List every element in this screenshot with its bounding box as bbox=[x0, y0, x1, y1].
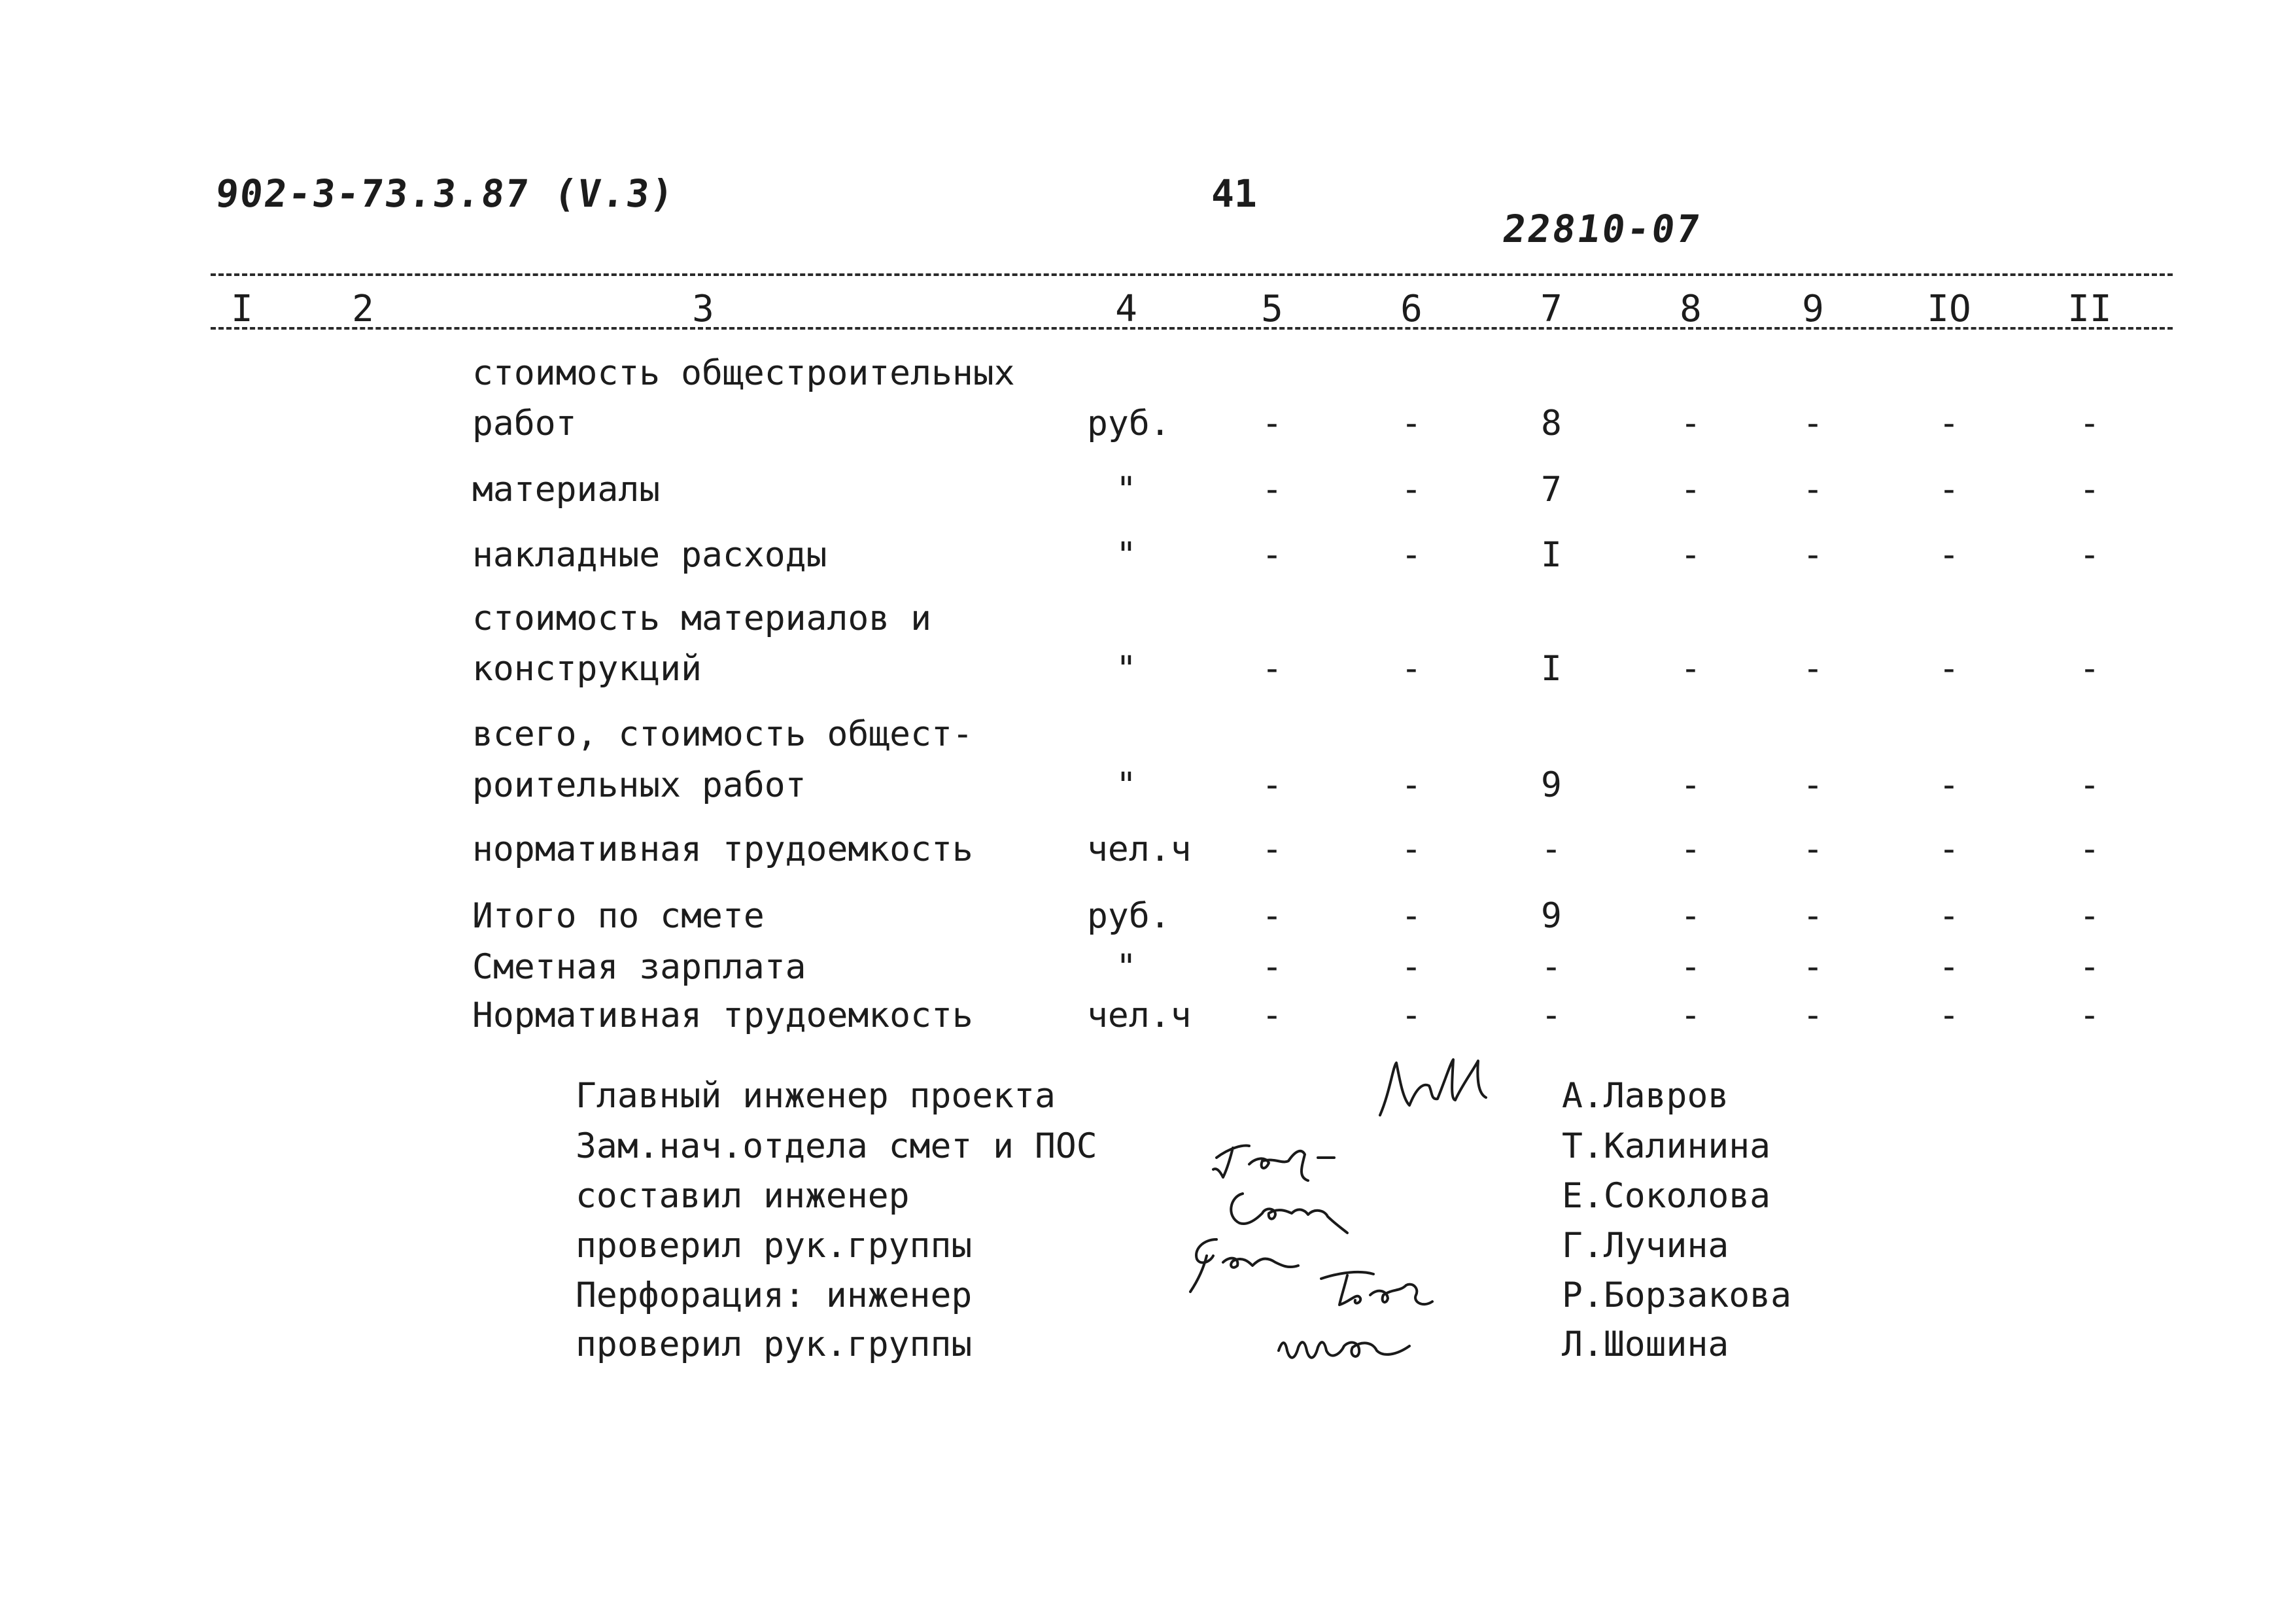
row-value: - bbox=[1401, 404, 1422, 443]
row-value: - bbox=[1803, 765, 1823, 805]
row-value: - bbox=[2079, 829, 2100, 869]
row-value: - bbox=[1680, 404, 1701, 443]
row-value: - bbox=[1680, 829, 1701, 869]
row-unit: чел.ч bbox=[1087, 995, 1192, 1035]
row-unit: " bbox=[1116, 765, 1137, 805]
row-value: - bbox=[1401, 829, 1422, 869]
row-value: - bbox=[1939, 765, 1959, 805]
row-value: - bbox=[2079, 404, 2100, 443]
row-value: - bbox=[1939, 404, 1959, 443]
row-label-line: материалы bbox=[472, 470, 661, 510]
document-code: 902-3-73.3.87 (V.3) bbox=[213, 171, 678, 216]
row-value: - bbox=[1939, 896, 1959, 936]
signatory-name: Т.Калинина bbox=[1562, 1126, 1771, 1166]
row-value: - bbox=[1262, 535, 1283, 575]
column-number: 2 bbox=[352, 288, 374, 330]
signatory-role: Перфорация: инженер bbox=[576, 1275, 973, 1315]
row-value: - bbox=[1401, 649, 1422, 689]
row-value: - bbox=[2079, 765, 2100, 805]
column-number: 3 bbox=[692, 288, 714, 330]
row-value: - bbox=[1939, 995, 1959, 1035]
row-value: - bbox=[1262, 470, 1283, 510]
row-unit: руб. bbox=[1087, 404, 1171, 443]
row-value: - bbox=[1680, 947, 1701, 987]
row-value: - bbox=[1939, 829, 1959, 869]
row-label-line: роительных работ bbox=[472, 765, 806, 805]
signatory-name: Р.Борзакова bbox=[1562, 1275, 1791, 1315]
row-value: - bbox=[1803, 829, 1823, 869]
column-number: 8 bbox=[1680, 288, 1702, 330]
signature-luchina bbox=[1177, 1230, 1308, 1302]
row-label-line: работ bbox=[472, 404, 577, 443]
column-number: 5 bbox=[1261, 288, 1283, 330]
row-value: - bbox=[1939, 947, 1959, 987]
row-value: - bbox=[1680, 535, 1701, 575]
column-number: II bbox=[2067, 288, 2112, 330]
row-value: - bbox=[1262, 947, 1283, 987]
row-value: I bbox=[1541, 535, 1562, 575]
row-value: - bbox=[1262, 829, 1283, 869]
row-value: - bbox=[1803, 947, 1823, 987]
row-value: - bbox=[1541, 995, 1562, 1035]
signatory-role: проверил рук.группы bbox=[576, 1324, 973, 1364]
signatory-role: Главный инженер проекта bbox=[576, 1076, 1056, 1116]
row-unit: руб. bbox=[1087, 896, 1171, 936]
row-value: - bbox=[2079, 896, 2100, 936]
signatory-name: Г.Лучина bbox=[1562, 1226, 1729, 1266]
table-top-rule bbox=[211, 273, 2173, 276]
row-label-line: Нормативная трудоемкость bbox=[472, 995, 973, 1035]
row-label-line: стоимость материалов и bbox=[472, 598, 931, 638]
row-value: - bbox=[1262, 404, 1283, 443]
row-value: - bbox=[1262, 765, 1283, 805]
row-value: - bbox=[2079, 535, 2100, 575]
row-label-line: Сметная зарплата bbox=[472, 947, 806, 987]
signature-shoshina bbox=[1269, 1315, 1426, 1373]
row-value: - bbox=[1803, 649, 1823, 689]
row-value: - bbox=[1803, 535, 1823, 575]
row-unit: " bbox=[1116, 470, 1137, 510]
signatory-name: Е.Соколова bbox=[1562, 1176, 1771, 1216]
signature-lavrov bbox=[1373, 1053, 1498, 1125]
row-value: - bbox=[1803, 470, 1823, 510]
row-value: - bbox=[1401, 765, 1422, 805]
row-label-line: стоимость общестроительных bbox=[472, 353, 1015, 393]
row-unit: " bbox=[1116, 947, 1137, 987]
row-value: - bbox=[1680, 470, 1701, 510]
row-label-line: конструкций bbox=[472, 649, 702, 689]
row-value: - bbox=[1680, 765, 1701, 805]
signatory-role: составил инженер bbox=[576, 1176, 910, 1216]
row-unit: чел.ч bbox=[1087, 829, 1192, 869]
row-value: - bbox=[1401, 535, 1422, 575]
row-value: - bbox=[1680, 896, 1701, 936]
column-number: 6 bbox=[1400, 288, 1423, 330]
column-number: IO bbox=[1927, 288, 1971, 330]
table-header-rule bbox=[211, 327, 2173, 330]
row-value: - bbox=[1803, 995, 1823, 1035]
signatory-role: Зам.нач.отдела смет и ПОС bbox=[576, 1126, 1097, 1166]
row-value: - bbox=[1401, 470, 1422, 510]
signatory-name: А.Лавров bbox=[1562, 1076, 1729, 1116]
row-label-line: Итого по смете bbox=[472, 896, 765, 936]
row-value: - bbox=[1401, 896, 1422, 936]
row-label-line: накладные расходы bbox=[472, 535, 827, 575]
row-value: - bbox=[1262, 896, 1283, 936]
row-value: - bbox=[2079, 649, 2100, 689]
signatory-name: Л.Шошина bbox=[1562, 1324, 1729, 1364]
row-value: 9 bbox=[1541, 765, 1562, 805]
column-number: I bbox=[231, 288, 253, 330]
page-number: 41 bbox=[1211, 171, 1257, 216]
row-unit: " bbox=[1116, 649, 1137, 689]
signatory-role: проверил рук.группы bbox=[576, 1226, 973, 1266]
row-value: - bbox=[2079, 470, 2100, 510]
row-value: - bbox=[1541, 829, 1562, 869]
row-value: - bbox=[1939, 470, 1959, 510]
row-value: - bbox=[1803, 896, 1823, 936]
row-value: - bbox=[1262, 995, 1283, 1035]
row-value: - bbox=[2079, 947, 2100, 987]
signature-borzakova bbox=[1315, 1262, 1452, 1321]
row-value: - bbox=[1803, 404, 1823, 443]
row-value: I bbox=[1541, 649, 1562, 689]
row-label-line: всего, стоимость общест- bbox=[472, 714, 973, 754]
column-number: 7 bbox=[1540, 288, 1562, 330]
row-value: - bbox=[1680, 649, 1701, 689]
row-value: - bbox=[1401, 995, 1422, 1035]
column-number: 4 bbox=[1115, 288, 1137, 330]
row-value: - bbox=[1939, 535, 1959, 575]
row-value: 7 bbox=[1541, 470, 1562, 510]
row-value: - bbox=[2079, 995, 2100, 1035]
row-value: - bbox=[1262, 649, 1283, 689]
row-value: - bbox=[1541, 947, 1562, 987]
row-unit: " bbox=[1116, 535, 1137, 575]
inventory-number: 22810-07 bbox=[1500, 207, 1705, 251]
row-value: - bbox=[1680, 995, 1701, 1035]
row-value: 9 bbox=[1541, 896, 1562, 936]
row-value: 8 bbox=[1541, 404, 1562, 443]
row-value: - bbox=[1939, 649, 1959, 689]
row-label-line: нормативная трудоемкость bbox=[472, 829, 973, 869]
row-value: - bbox=[1401, 947, 1422, 987]
column-number: 9 bbox=[1802, 288, 1824, 330]
